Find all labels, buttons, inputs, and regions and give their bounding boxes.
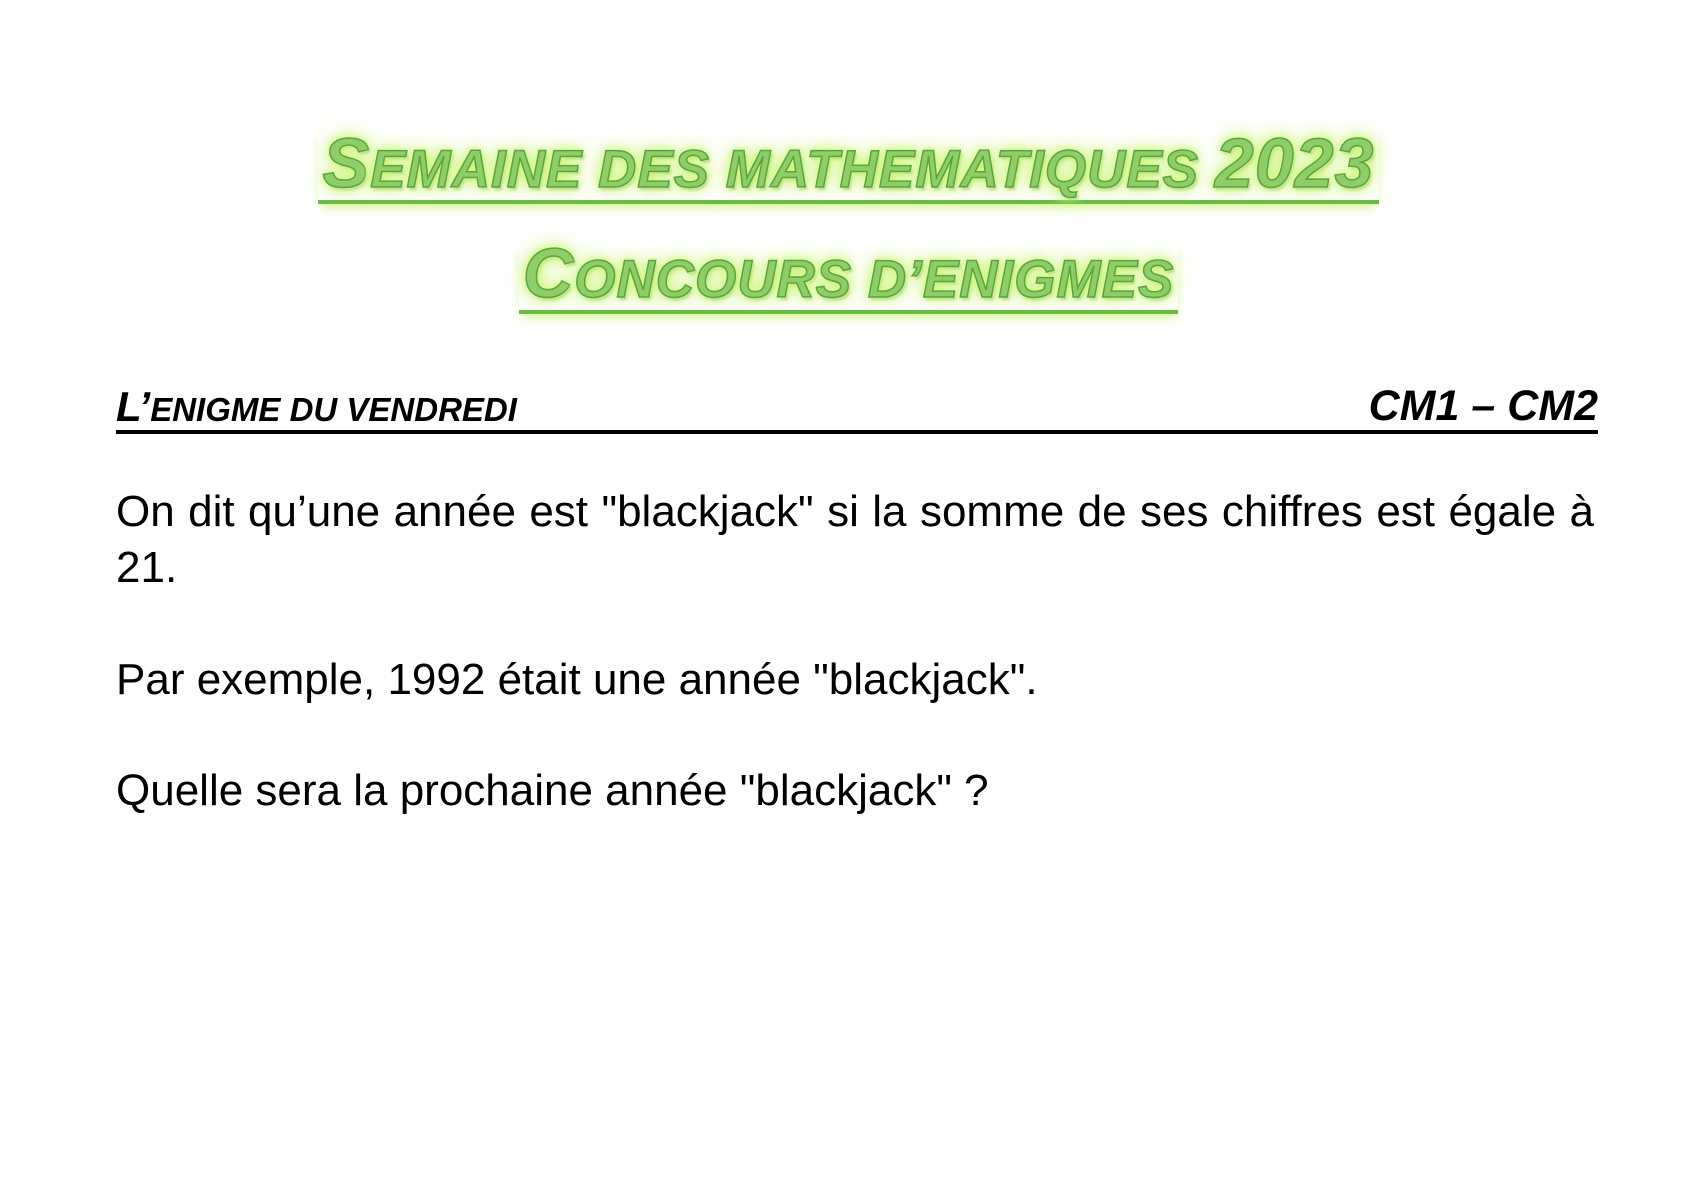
enigme-day-initial: L’ xyxy=(116,383,151,430)
title-week-initial: S xyxy=(322,124,371,202)
title-week-rest: EMAINE DES MATHEMATIQUES xyxy=(370,140,1200,199)
enigme-day-label xyxy=(116,383,517,430)
riddle-definition: On dit qu’une année est "blackjack" si la somme de ses chiffres est égale à 21. xyxy=(116,487,1594,592)
title-week-year: 2023 xyxy=(1214,124,1375,202)
enigme-day-rest: ENIGME DU VENDREDI xyxy=(150,391,517,428)
title-contest-rest: ONCOURS D’ENIGMES xyxy=(574,250,1175,309)
title-week-line xyxy=(318,124,1378,204)
enigme-header xyxy=(116,382,1598,434)
title-contest-initial: C xyxy=(522,234,575,312)
page-title xyxy=(0,124,1697,314)
title-contest-line xyxy=(519,234,1179,314)
riddle-example: Par exemple, 1992 était une année "blackjack". xyxy=(116,655,1038,704)
level-label: CM1 – CM2 xyxy=(1368,382,1598,430)
riddle-question: Quelle sera la prochaine année "blackjack" ? xyxy=(116,766,989,815)
